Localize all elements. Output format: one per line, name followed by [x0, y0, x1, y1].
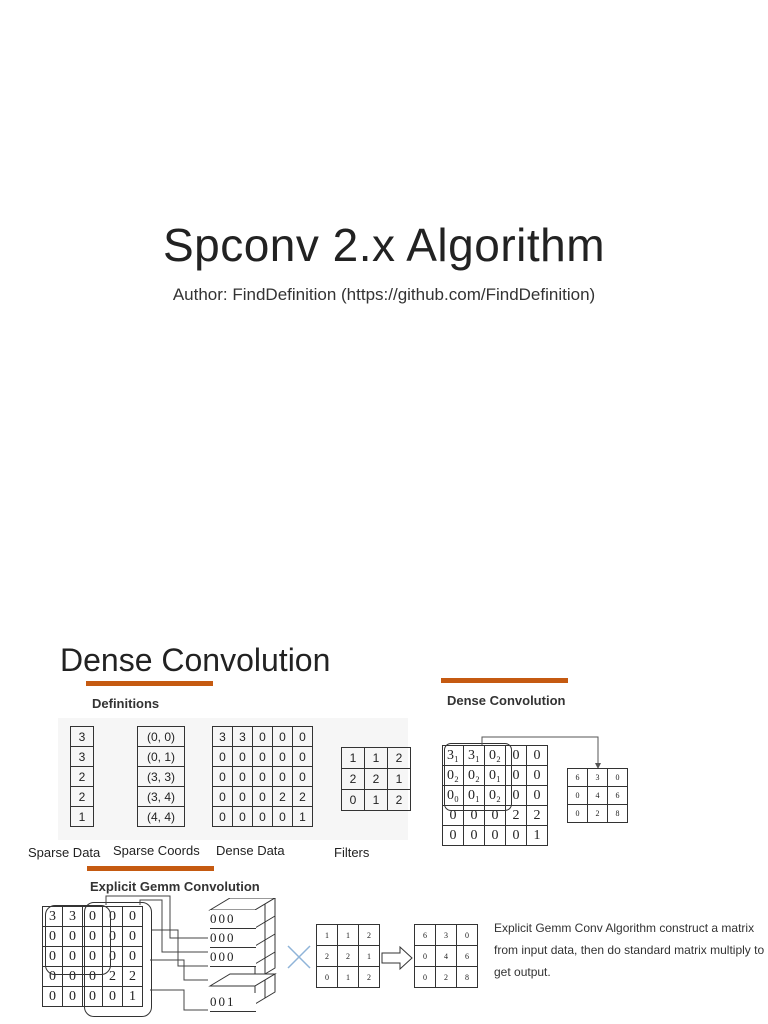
matrix-row — [342, 790, 411, 811]
dense-underline — [441, 678, 568, 683]
cube-row: 000 — [210, 910, 256, 929]
matrix-cell: 3₁ — [443, 746, 464, 766]
sparse-coords-table — [137, 726, 185, 827]
matrix-row — [317, 967, 380, 988]
matrix-cell: (0, 1) — [138, 747, 185, 767]
matrix-row — [415, 967, 478, 988]
matrix-cell: 0 — [273, 727, 293, 747]
matrix-cell: 3 — [588, 769, 608, 787]
matrix-cell: 0 — [253, 787, 273, 807]
gemm-label: Explicit Gemm Convolution — [90, 879, 260, 894]
matrix-cell: 0 — [103, 907, 123, 927]
caption-filters: Filters — [334, 845, 370, 860]
matrix-cell: 0₂ — [464, 766, 485, 786]
matrix-cell: 0 — [213, 787, 233, 807]
matrix-cell: 3 — [436, 925, 457, 946]
gemm-connector-lines — [100, 890, 215, 1020]
matrix-cell: 0 — [443, 826, 464, 846]
matrix-cell: 1 — [342, 748, 365, 769]
matrix-row — [213, 787, 313, 807]
matrix-cell: 0 — [233, 807, 253, 827]
matrix-cell: (3, 4) — [138, 787, 185, 807]
matrix-cell: 0 — [43, 987, 63, 1007]
matrix-cell: 0 — [43, 927, 63, 947]
matrix-row — [342, 748, 411, 769]
matrix-cell: 1 — [71, 807, 94, 827]
matrix-cell: 3₁ — [464, 746, 485, 766]
matrix-cell: 2 — [365, 769, 388, 790]
matrix-cell: 2 — [388, 790, 411, 811]
matrix-cell: 0 — [506, 826, 527, 846]
matrix-cell: (4, 4) — [138, 807, 185, 827]
matrix-row — [213, 807, 313, 827]
matrix-cell: 1 — [527, 826, 548, 846]
gemm-filter-matrix — [316, 924, 380, 988]
matrix-cell: 1 — [338, 967, 359, 988]
definitions-underline — [86, 681, 213, 686]
matrix-cell: 0₂ — [443, 766, 464, 786]
matrix-cell: 0 — [43, 967, 63, 987]
matrix-cell: 0 — [485, 826, 506, 846]
matrix-cell: 0 — [253, 807, 273, 827]
cube-row: 001 — [210, 993, 256, 1012]
matrix-cell: 2 — [359, 967, 380, 988]
matrix-cell: 4 — [588, 787, 608, 805]
matrix-cell: 0 — [273, 747, 293, 767]
slide-subtitle: Author: FindDefinition (https://github.com/FindDefinition) — [172, 285, 596, 304]
matrix-row — [342, 769, 411, 790]
definitions-label: Definitions — [92, 696, 160, 711]
matrix-cell: 1 — [388, 769, 411, 790]
matrix-cell: 0₀ — [443, 786, 464, 806]
matrix-row — [138, 767, 185, 787]
matrix-cell: 2 — [338, 946, 359, 967]
matrix-cell: 0 — [415, 967, 436, 988]
matrix-cell: 3 — [63, 907, 83, 927]
matrix-cell: 0 — [83, 907, 103, 927]
matrix-cell: 2 — [123, 967, 143, 987]
matrix-cell: 0 — [43, 947, 63, 967]
matrix-row — [213, 747, 313, 767]
gemm-underline — [87, 866, 214, 871]
matrix-cell: 6 — [415, 925, 436, 946]
matrix-cell: 8 — [457, 967, 478, 988]
matrix-row — [213, 767, 313, 787]
matrix-row — [568, 787, 628, 805]
matrix-cell: 2 — [342, 769, 365, 790]
matrix-cell: (3, 3) — [138, 767, 185, 787]
sparse-data-table — [70, 726, 94, 827]
matrix-cell: 2 — [103, 967, 123, 987]
matrix-row — [138, 787, 185, 807]
dense-data-table — [212, 726, 313, 827]
matrix-cell: 3 — [71, 747, 94, 767]
cube-front-face — [210, 910, 256, 1012]
matrix-cell: 0 — [527, 766, 548, 786]
matrix-cell: 0 — [464, 826, 485, 846]
matrix-row — [213, 727, 313, 747]
matrix-cell: 6 — [457, 946, 478, 967]
cube-row: 000 — [210, 948, 256, 967]
matrix-row — [568, 805, 628, 823]
matrix-cell: 0 — [568, 805, 588, 823]
matrix-row — [138, 727, 185, 747]
matrix-cell: 4 — [436, 946, 457, 967]
section-title: Dense Convolution — [60, 642, 331, 678]
matrix-row — [415, 946, 478, 967]
matrix-cell: 2 — [527, 806, 548, 826]
matrix-cell: 0 — [293, 767, 313, 787]
matrix-cell: 0 — [253, 727, 273, 747]
matrix-cell: 0 — [213, 767, 233, 787]
matrix-cell: 0 — [273, 767, 293, 787]
matrix-row — [415, 925, 478, 946]
matrix-row — [317, 946, 380, 967]
matrix-cell: 2 — [71, 767, 94, 787]
matrix-cell: 0 — [568, 787, 588, 805]
matrix-cell: 2 — [273, 787, 293, 807]
matrix-row — [568, 769, 628, 787]
matrix-cell: 0 — [415, 946, 436, 967]
matrix-cell: 0 — [506, 746, 527, 766]
matrix-cell: 0 — [123, 947, 143, 967]
matrix-cell: 1 — [365, 790, 388, 811]
matrix-cell: 2 — [588, 805, 608, 823]
matrix-row — [443, 826, 548, 846]
matrix-cell: 8 — [608, 805, 628, 823]
matrix-row — [138, 807, 185, 827]
matrix-cell: 0 — [527, 746, 548, 766]
caption-sparse-data: Sparse Data — [28, 845, 101, 860]
matrix-cell: 0 — [233, 787, 253, 807]
matrix-cell: 0 — [103, 927, 123, 947]
matrix-cell: 2 — [71, 787, 94, 807]
matrix-cell: 2 — [317, 946, 338, 967]
matrix-cell: 0 — [317, 967, 338, 988]
matrix-cell: 3 — [233, 727, 253, 747]
cube-row: 000 — [210, 929, 256, 948]
matrix-cell: 0 — [83, 947, 103, 967]
matrix-cell: 6 — [608, 787, 628, 805]
matrix-cell: 1 — [338, 925, 359, 946]
matrix-row — [71, 787, 94, 807]
matrix-row — [71, 727, 94, 747]
matrix-cell: 0 — [608, 769, 628, 787]
matrix-cell: 3 — [43, 907, 63, 927]
matrix-cell: 3 — [213, 727, 233, 747]
matrix-cell: 1 — [293, 807, 313, 827]
matrix-cell: 0 — [123, 907, 143, 927]
matrix-cell: 0 — [253, 767, 273, 787]
multiply-icon — [286, 944, 312, 970]
matrix-cell: 0 — [63, 927, 83, 947]
caption-sparse-coords: Sparse Coords — [113, 843, 200, 858]
dense-conv-label: Dense Convolution — [447, 693, 566, 708]
matrix-cell: 0₂ — [485, 746, 506, 766]
matrix-cell: 1 — [123, 987, 143, 1007]
matrix-cell: 0 — [233, 767, 253, 787]
gemm-description: Explicit Gemm Conv Algorithm construct a matrix from input data, then do standard matrix multiply to get output. — [494, 921, 765, 979]
matrix-cell: 0 — [83, 987, 103, 1007]
matrix-cell: 0 — [103, 987, 123, 1007]
caption-dense-data: Dense Data — [216, 843, 285, 858]
matrix-cell: 1 — [359, 946, 380, 967]
matrix-cell: 2 — [359, 925, 380, 946]
arrow-right-icon — [380, 945, 414, 971]
matrix-cell: 0 — [63, 967, 83, 987]
matrix-cell: 0 — [253, 747, 273, 767]
slide-title: Spconv 2.x Algorithm — [162, 219, 606, 271]
matrix-row — [71, 747, 94, 767]
matrix-cell: 0 — [213, 807, 233, 827]
matrix-cell: 2 — [506, 806, 527, 826]
matrix-row — [317, 925, 380, 946]
gemm-output-matrix — [414, 924, 478, 988]
matrix-cell: 1 — [317, 925, 338, 946]
matrix-row — [71, 767, 94, 787]
matrix-cell: 0 — [293, 747, 313, 767]
matrix-cell: 2 — [388, 748, 411, 769]
dense-conv-output-matrix — [567, 768, 628, 823]
matrix-cell: 0 — [485, 806, 506, 826]
matrix-cell: (0, 0) — [138, 727, 185, 747]
matrix-cell: 0₁ — [464, 786, 485, 806]
matrix-cell: 0 — [123, 927, 143, 947]
matrix-cell: 0 — [443, 806, 464, 826]
matrix-cell: 0 — [527, 786, 548, 806]
matrix-row — [138, 747, 185, 767]
matrix-cell: 0 — [63, 947, 83, 967]
matrix-cell: 6 — [568, 769, 588, 787]
matrix-cell: 3 — [71, 727, 94, 747]
matrix-cell: 0 — [342, 790, 365, 811]
matrix-cell: 2 — [293, 787, 313, 807]
matrix-cell: 0₂ — [485, 786, 506, 806]
matrix-cell: 0 — [213, 747, 233, 767]
matrix-cell: 0 — [457, 925, 478, 946]
matrix-cell: 0 — [506, 766, 527, 786]
matrix-cell: 1 — [365, 748, 388, 769]
matrix-cell: 0 — [63, 987, 83, 1007]
matrix-cell: 0₁ — [485, 766, 506, 786]
matrix-cell: 0 — [464, 806, 485, 826]
filters-table — [341, 747, 411, 811]
matrix-cell: 0 — [233, 747, 253, 767]
matrix-cell: 2 — [436, 967, 457, 988]
matrix-row — [71, 807, 94, 827]
matrix-cell: 0 — [293, 727, 313, 747]
matrix-cell: 0 — [83, 927, 103, 947]
matrix-cell: 0 — [83, 967, 103, 987]
matrix-cell: 0 — [506, 786, 527, 806]
matrix-cell: 0 — [103, 947, 123, 967]
matrix-cell: 0 — [273, 807, 293, 827]
